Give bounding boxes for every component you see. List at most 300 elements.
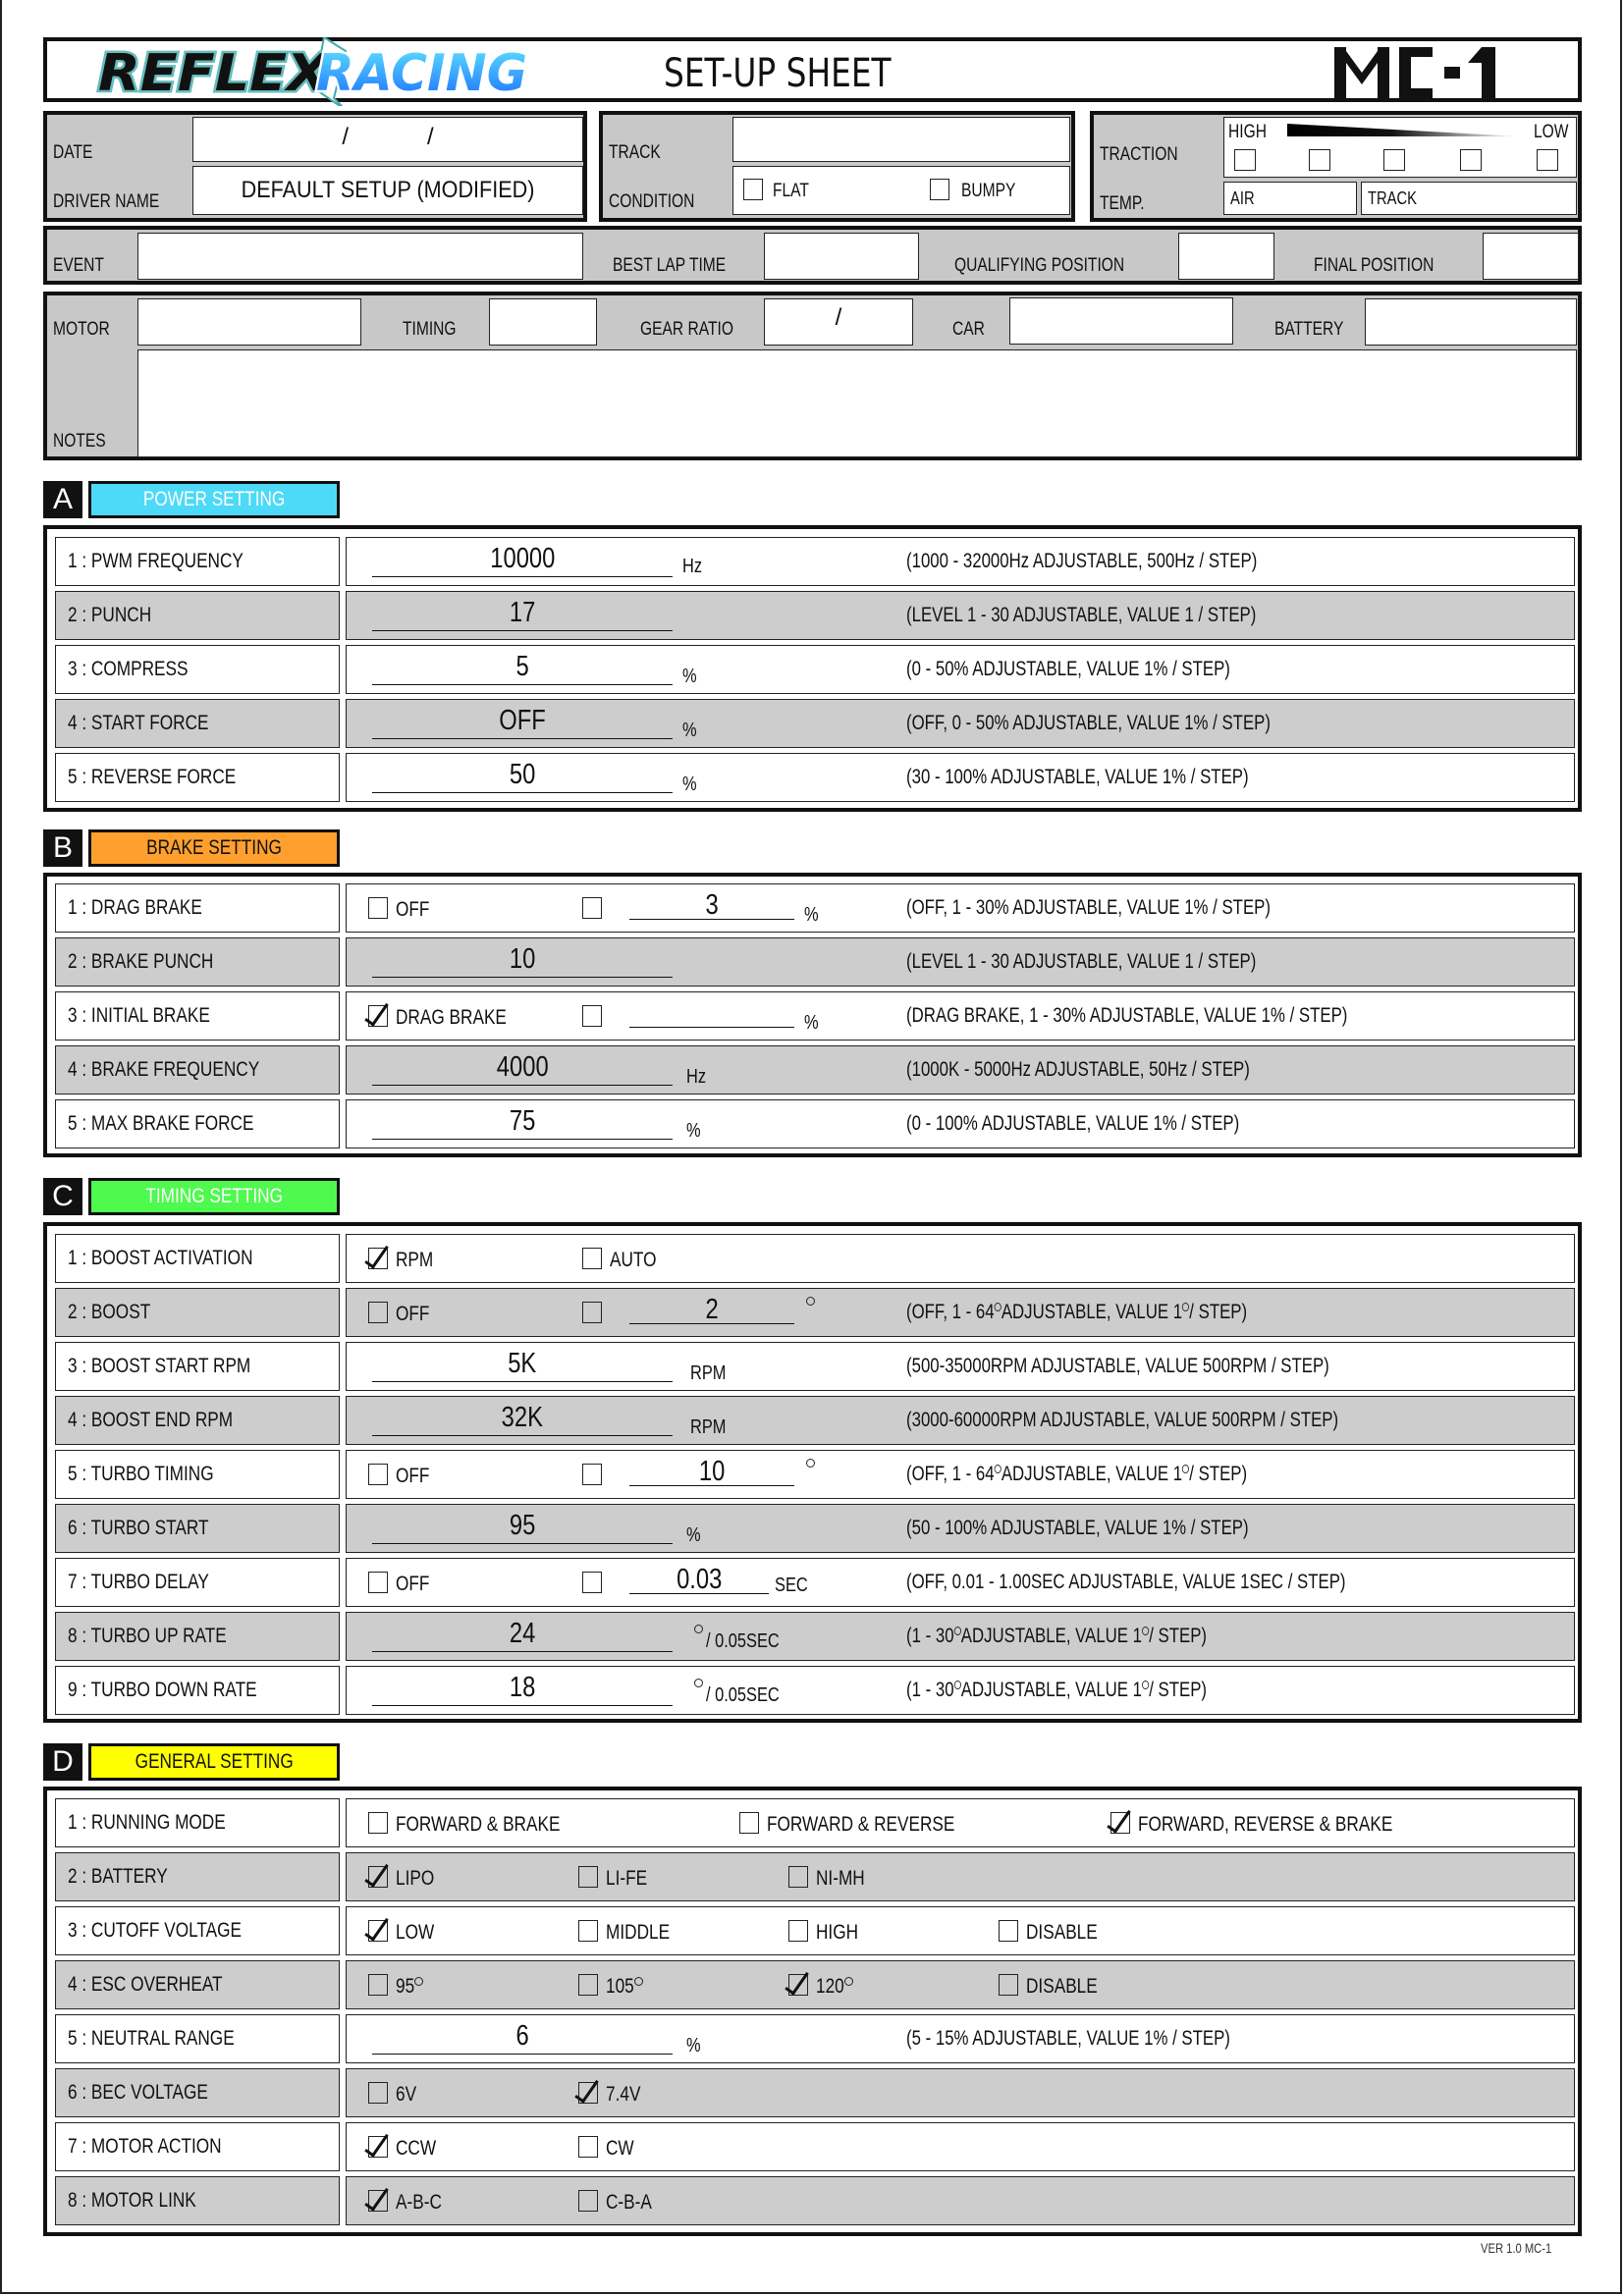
option[interactable]	[368, 1921, 443, 1945]
option[interactable]	[368, 2191, 452, 2215]
section-c-title-text: TIMING SETTING	[145, 1185, 283, 1207]
option[interactable]	[788, 1867, 876, 1891]
unit-label: SEC	[775, 1575, 808, 1596]
setting-label	[55, 1558, 340, 1607]
option[interactable]	[578, 2137, 640, 2161]
value-field[interactable]	[372, 1671, 673, 1706]
hint-part: / STEP)	[1189, 1301, 1248, 1323]
option-label: DRAG BRAKE	[396, 1006, 507, 1030]
option-label: CCW	[396, 2137, 437, 2161]
option-label: FORWARD & REVERSE	[767, 1813, 955, 1837]
setting-label	[55, 537, 340, 586]
track-label: TRACK	[609, 142, 661, 163]
value-checkbox[interactable]	[582, 1005, 602, 1027]
off-option[interactable]	[368, 898, 437, 922]
setting-label	[55, 1960, 340, 2009]
degree-icon	[995, 1465, 1001, 1473]
setting-label	[55, 937, 340, 987]
option-label: 105	[606, 1975, 634, 1999]
setting-label	[55, 1234, 340, 1283]
checkbox[interactable]	[788, 1866, 808, 1888]
timing-label: TIMING	[403, 319, 457, 340]
off-checkbox[interactable]	[368, 1302, 388, 1323]
hint-part: (1 - 30	[906, 1679, 954, 1701]
option-label: LI-FE	[606, 1867, 648, 1891]
setting-label	[55, 2176, 340, 2225]
event-box	[43, 226, 1582, 285]
hint-part: ADJUSTABLE, VALUE 1	[960, 1679, 1143, 1701]
auto-option[interactable]	[582, 1249, 667, 1272]
degree-icon	[1142, 1681, 1149, 1689]
degree-icon	[954, 1681, 961, 1689]
unit-label: %	[682, 720, 697, 741]
conditions-box	[1090, 111, 1582, 222]
traction-checkbox-4[interactable]	[1460, 149, 1482, 171]
power-setting-table	[43, 525, 1582, 812]
setting-label	[55, 645, 340, 694]
temp-label: TEMP.	[1100, 193, 1145, 214]
range-hint: (OFF, 0 - 50% ADJUSTABLE, VALUE 1% / STEP)	[906, 712, 1271, 734]
checkbox[interactable]	[368, 1974, 388, 1996]
high-label: HIGH	[1228, 122, 1267, 142]
section-a-title	[88, 481, 340, 518]
option-label: OFF	[396, 1465, 430, 1488]
option-label: LIPO	[396, 1867, 435, 1891]
bumpy-label: BUMPY	[961, 181, 1016, 201]
unit-label: %	[804, 1012, 819, 1034]
unit-label: %	[804, 904, 819, 926]
gear-ratio-field[interactable]: /	[764, 298, 913, 346]
option-label: OFF	[396, 1303, 430, 1326]
checkbox-checked[interactable]	[578, 2082, 598, 2104]
checkbox-checked[interactable]	[1110, 1812, 1130, 1834]
option[interactable]	[578, 1867, 656, 1891]
option[interactable]	[999, 1921, 1113, 1945]
setting-label	[55, 1396, 340, 1445]
option-label: FORWARD, REVERSE & BRAKE	[1138, 1813, 1393, 1837]
driver-name-value: DEFAULT SETUP (MODIFIED)	[241, 177, 535, 203]
option[interactable]	[578, 1975, 643, 1999]
option[interactable]	[788, 1921, 868, 1945]
setting-label	[55, 1504, 340, 1553]
event-field[interactable]	[137, 233, 583, 280]
final-position-field[interactable]	[1483, 233, 1579, 280]
option-label: 6V	[396, 2083, 417, 2107]
notes-field[interactable]	[137, 349, 1577, 457]
setting-label	[55, 1906, 340, 1955]
setting-row	[55, 645, 1575, 694]
value-checkbox[interactable]	[582, 1302, 602, 1323]
track-temp-field[interactable]	[1361, 182, 1577, 215]
setting-label	[55, 2122, 340, 2171]
section-a-letter: A	[43, 481, 82, 518]
setting-row	[55, 1906, 1575, 1955]
option-label: 95	[396, 1975, 415, 1999]
checkbox[interactable]	[368, 1812, 388, 1834]
option-label: MIDDLE	[606, 1921, 671, 1945]
value-text: 75	[509, 1105, 536, 1137]
label-text: 1 : PWM FREQUENCY	[68, 550, 244, 572]
qualifying-field[interactable]	[1178, 233, 1274, 280]
setting-label	[55, 2068, 340, 2117]
range-hint: (1000K - 5000Hz ADJUSTABLE, 50Hz / STEP)	[906, 1058, 1250, 1081]
traction-checkbox-2[interactable]	[1309, 149, 1330, 171]
drag-brake-option[interactable]	[368, 1006, 531, 1030]
traction-checkbox-3[interactable]	[1383, 149, 1405, 171]
bumpy-checkbox[interactable]	[930, 179, 949, 200]
model-logo	[1334, 45, 1531, 100]
label-text: 1 : DRAG BRAKE	[68, 896, 202, 919]
label-text: 1 : BOOST ACTIVATION	[68, 1247, 253, 1269]
label-text: 3 : INITIAL BRAKE	[68, 1004, 210, 1027]
value-checkbox[interactable]	[582, 1572, 602, 1593]
setting-row	[55, 753, 1575, 802]
track-temp-label: TRACK	[1368, 188, 1418, 208]
value-option[interactable]	[582, 898, 602, 922]
checkbox[interactable]	[999, 1974, 1018, 1996]
track-field[interactable]	[732, 117, 1070, 162]
option-label: 120	[816, 1975, 844, 1999]
option[interactable]	[1110, 1813, 1448, 1837]
option-label: HIGH	[816, 1921, 859, 1945]
gear-ratio-label: GEAR RATIO	[640, 319, 733, 340]
value-text: 5	[515, 651, 529, 682]
unit-label: %	[686, 1524, 701, 1546]
setting-row	[55, 2122, 1575, 2171]
setting-row	[55, 991, 1575, 1041]
setting-row	[55, 1798, 1575, 1847]
label-text: 2 : BRAKE PUNCH	[68, 950, 214, 973]
setting-label	[55, 753, 340, 802]
option-label: AUTO	[610, 1249, 657, 1272]
range-hint: (DRAG BRAKE, 1 - 30% ADJUSTABLE, VALUE 1% / STEP)	[906, 1004, 1348, 1027]
label-text: 6 : BEC VOLTAGE	[68, 2081, 208, 2104]
traction-scale	[1223, 117, 1577, 178]
setting-row	[55, 1045, 1575, 1095]
setting-row	[55, 1342, 1575, 1391]
checkbox-checked[interactable]	[368, 2190, 388, 2212]
setting-label	[55, 1666, 340, 1715]
hint-part: / STEP)	[1149, 1625, 1208, 1647]
value-text: 4000	[496, 1051, 549, 1083]
checkbox[interactable]	[578, 1920, 598, 1942]
motor-field[interactable]	[137, 298, 361, 346]
traction-checkbox-5[interactable]	[1537, 149, 1558, 171]
setting-row	[55, 1288, 1575, 1337]
checkbox-checked[interactable]	[788, 1974, 808, 1996]
value-option[interactable]	[582, 1465, 602, 1488]
range-hint: (0 - 100% ADJUSTABLE, VALUE 1% / STEP)	[906, 1112, 1240, 1135]
option[interactable]	[368, 2083, 421, 2107]
range-hint: (0 - 50% ADJUSTABLE, VALUE 1% / STEP)	[906, 658, 1230, 680]
driver-info-box	[43, 111, 587, 222]
low-label: LOW	[1534, 122, 1569, 142]
checkbox[interactable]	[578, 1974, 598, 1996]
range-hint	[906, 1301, 1247, 1324]
value-field[interactable]	[372, 758, 673, 793]
section-d-letter: D	[43, 1743, 82, 1781]
unit-label: Hz	[686, 1066, 707, 1088]
label-text: 3 : COMPRESS	[68, 658, 189, 680]
flat-checkbox[interactable]	[743, 179, 763, 200]
setting-label	[55, 991, 340, 1041]
checkbox[interactable]	[578, 1866, 598, 1888]
section-a-title-text: POWER SETTING	[142, 488, 286, 510]
label-text: 7 : MOTOR ACTION	[68, 2135, 222, 2158]
value-text: 6	[515, 2020, 529, 2052]
section-c-title	[88, 1178, 340, 1215]
setting-row	[55, 1450, 1575, 1499]
setting-row	[55, 883, 1575, 933]
setting-row	[55, 1666, 1575, 1715]
battery-label: BATTERY	[1274, 319, 1344, 340]
timing-field[interactable]	[489, 298, 597, 346]
hint-part: (OFF, 1 - 64	[906, 1301, 995, 1323]
air-temp-field[interactable]	[1223, 182, 1357, 215]
label-text: 5 : MAX BRAKE FORCE	[68, 1112, 254, 1135]
setting-row	[55, 1612, 1575, 1661]
value-field[interactable]	[629, 1295, 794, 1324]
setting-label	[55, 883, 340, 933]
label-text: 1 : RUNNING MODE	[68, 1811, 226, 1834]
off-checkbox[interactable]	[368, 897, 388, 919]
setting-row	[55, 1960, 1575, 2009]
degree-icon	[694, 1679, 703, 1687]
setting-label	[55, 1288, 340, 1337]
sheet-title: SET-UP SHEET	[664, 51, 892, 96]
option-label: CW	[606, 2137, 634, 2161]
value-field[interactable]	[372, 1509, 673, 1544]
version-label: VER 1.0 MC-1	[1481, 2240, 1552, 2256]
value-field[interactable]	[372, 1401, 673, 1436]
section-c-letter: C	[43, 1178, 82, 1215]
unit-label: %	[686, 2035, 701, 2056]
range-hint: (5 - 15% ADJUSTABLE, VALUE 1% / STEP)	[906, 2027, 1230, 2050]
degree-icon	[1142, 1627, 1149, 1635]
setting-label	[55, 2014, 340, 2063]
traction-label: TRACTION	[1100, 144, 1178, 165]
hint-part: (OFF, 1 - 64	[906, 1463, 995, 1485]
setting-label	[55, 1798, 340, 1847]
label-text: 5 : REVERSE FORCE	[68, 766, 237, 788]
unit-label: RPM	[690, 1362, 727, 1384]
option[interactable]	[788, 1975, 853, 1999]
unit-label: Hz	[682, 556, 703, 577]
value-field[interactable]	[372, 2019, 673, 2055]
setting-row	[55, 1234, 1575, 1283]
notes-label: NOTES	[53, 431, 106, 452]
setting-row	[55, 2068, 1575, 2117]
option-label: FORWARD & BRAKE	[396, 1813, 561, 1837]
option-label: A-B-C	[396, 2191, 442, 2215]
checkbox[interactable]	[739, 1812, 759, 1834]
auto-checkbox[interactable]	[582, 1248, 602, 1269]
value-field[interactable]	[629, 890, 794, 920]
option-label: C-B-A	[606, 2191, 652, 2215]
unit-label: %	[686, 1120, 701, 1142]
off-option[interactable]	[368, 1573, 437, 1596]
drag-brake-checkbox-checked[interactable]	[368, 1005, 388, 1027]
svg-text:RACING: RACING	[316, 44, 527, 103]
setting-row	[55, 1558, 1575, 1607]
checkbox[interactable]	[578, 2190, 598, 2212]
option[interactable]	[578, 2083, 648, 2107]
value-field[interactable]	[372, 1104, 673, 1140]
brake-setting-table	[43, 873, 1582, 1157]
degree-icon	[844, 1977, 853, 1986]
checkbox[interactable]	[368, 2082, 388, 2104]
timing-setting-table	[43, 1222, 1582, 1723]
checkbox-checked[interactable]	[368, 2136, 388, 2158]
range-hint	[906, 1625, 1207, 1648]
section-d-title-text: GENERAL SETTING	[135, 1750, 294, 1773]
setting-label	[55, 1852, 340, 1901]
unit-label: %	[682, 774, 697, 795]
hint-part: ADJUSTABLE, VALUE 1	[1001, 1301, 1183, 1323]
degree-icon	[634, 1977, 643, 1986]
header-bar	[43, 37, 1582, 102]
setting-row	[55, 937, 1575, 987]
option[interactable]	[578, 1921, 683, 1945]
value-field[interactable]	[372, 596, 673, 631]
value-text: 3	[705, 889, 719, 921]
qualifying-label: QUALIFYING POSITION	[954, 255, 1125, 276]
setting-label	[55, 1099, 340, 1148]
option[interactable]	[368, 1813, 596, 1837]
value-option[interactable]	[582, 1006, 602, 1030]
driver-name-field[interactable]	[192, 166, 583, 215]
general-setting-table	[43, 1787, 1582, 2236]
off-checkbox[interactable]	[368, 1464, 388, 1485]
off-checkbox[interactable]	[368, 1572, 388, 1593]
event-label: EVENT	[53, 255, 104, 276]
option[interactable]	[368, 1975, 423, 1999]
flat-label: FLAT	[773, 181, 809, 201]
checkbox[interactable]	[999, 1920, 1018, 1942]
setting-row	[55, 591, 1575, 640]
option[interactable]	[999, 1975, 1113, 1999]
option-label: DISABLE	[1026, 1921, 1098, 1945]
label-text: 4 : START FORCE	[68, 712, 209, 734]
off-option[interactable]	[368, 1465, 437, 1488]
value-field[interactable]	[372, 650, 673, 685]
value-field[interactable]	[372, 1050, 673, 1086]
degree-icon	[806, 1459, 815, 1468]
value-text: 50	[509, 759, 536, 790]
hint-part: ADJUSTABLE, VALUE 1	[1001, 1463, 1183, 1485]
rpm-option[interactable]	[368, 1249, 442, 1272]
option-label: 7.4V	[606, 2083, 641, 2107]
value-text: 32K	[501, 1402, 544, 1433]
setting-label	[55, 1612, 340, 1661]
label-text: 5 : TURBO TIMING	[68, 1463, 214, 1485]
option-label: NI-MH	[816, 1867, 865, 1891]
setting-row	[55, 1852, 1575, 1901]
section-d-title	[88, 1743, 340, 1781]
rpm-checkbox-checked[interactable]	[368, 1248, 388, 1269]
hint-part: / STEP)	[1149, 1679, 1208, 1701]
setting-label	[55, 591, 340, 640]
range-hint: (OFF, 1 - 30% ADJUSTABLE, VALUE 1% / STEP)	[906, 896, 1271, 919]
checkbox[interactable]	[788, 1920, 808, 1942]
off-option[interactable]	[368, 1303, 437, 1326]
option-label: RPM	[396, 1249, 434, 1272]
option[interactable]	[368, 2137, 445, 2161]
setting-row	[55, 1099, 1575, 1148]
label-text: 7 : TURBO DELAY	[68, 1571, 209, 1593]
setting-row	[55, 699, 1575, 748]
value-field[interactable]	[372, 1617, 673, 1652]
battery-field[interactable]	[1365, 298, 1577, 346]
section-b-title	[88, 829, 340, 867]
label-text: 8 : MOTOR LINK	[68, 2189, 196, 2212]
degree-icon	[414, 1977, 423, 1986]
range-hint	[906, 1463, 1247, 1486]
value-text: 10	[509, 943, 536, 975]
value-field[interactable]	[629, 998, 794, 1028]
label-text: 3 : BOOST START RPM	[68, 1355, 251, 1377]
final-position-label: FINAL POSITION	[1314, 255, 1435, 276]
range-hint: (3000-60000RPM ADJUSTABLE, VALUE 500RPM / STEP)	[906, 1409, 1339, 1431]
label-text: 4 : BRAKE FREQUENCY	[68, 1058, 260, 1081]
value-field[interactable]	[372, 1347, 673, 1382]
value-option[interactable]	[582, 1573, 602, 1596]
range-hint: (30 - 100% ADJUSTABLE, VALUE 1% / STEP)	[906, 766, 1249, 788]
label-text: 2 : PUNCH	[68, 604, 152, 626]
value-checkbox[interactable]	[582, 1464, 602, 1485]
value-text: 2	[705, 1294, 719, 1325]
value-text: 10000	[489, 543, 556, 574]
value-field[interactable]	[629, 1565, 769, 1594]
unit-label: / 0.05SEC	[706, 1630, 780, 1652]
setting-row	[55, 2014, 1575, 2063]
value-checkbox[interactable]	[582, 897, 602, 919]
motor-label: MOTOR	[53, 319, 110, 340]
option[interactable]	[578, 2191, 662, 2215]
section-b-letter: B	[43, 829, 82, 867]
traction-checkbox-1[interactable]	[1234, 149, 1256, 171]
best-lap-field[interactable]	[764, 233, 919, 280]
value-text: 0.03	[676, 1564, 723, 1595]
value-field[interactable]	[629, 1457, 794, 1486]
value-text: 5K	[508, 1348, 537, 1379]
checkbox-checked[interactable]	[368, 1920, 388, 1942]
setting-label	[55, 1342, 340, 1391]
setting-row	[55, 2176, 1575, 2225]
checkbox-checked[interactable]	[368, 1866, 388, 1888]
car-field[interactable]	[1009, 297, 1233, 345]
value-text: 95	[509, 1510, 536, 1541]
option[interactable]	[739, 1813, 996, 1837]
value-option[interactable]	[582, 1303, 602, 1326]
value-field[interactable]	[372, 942, 673, 978]
date-label: DATE	[53, 142, 93, 163]
checkbox[interactable]	[578, 2136, 598, 2158]
equipment-box	[43, 292, 1582, 460]
setting-row	[55, 537, 1575, 586]
unit-label: / 0.05SEC	[706, 1684, 780, 1706]
option[interactable]	[368, 1867, 443, 1891]
date-field[interactable]: / /	[192, 117, 583, 162]
label-text: 4 : ESC OVERHEAT	[68, 1973, 223, 1996]
range-hint: (1000 - 32000Hz ADJUSTABLE, 500Hz / STEP)	[906, 550, 1258, 572]
value-field[interactable]	[372, 542, 673, 577]
value-field[interactable]	[372, 704, 673, 739]
label-text: 2 : BOOST	[68, 1301, 151, 1323]
value-text: OFF	[499, 705, 546, 736]
degree-icon	[806, 1297, 815, 1306]
option-label: DISABLE	[1026, 1975, 1098, 1999]
